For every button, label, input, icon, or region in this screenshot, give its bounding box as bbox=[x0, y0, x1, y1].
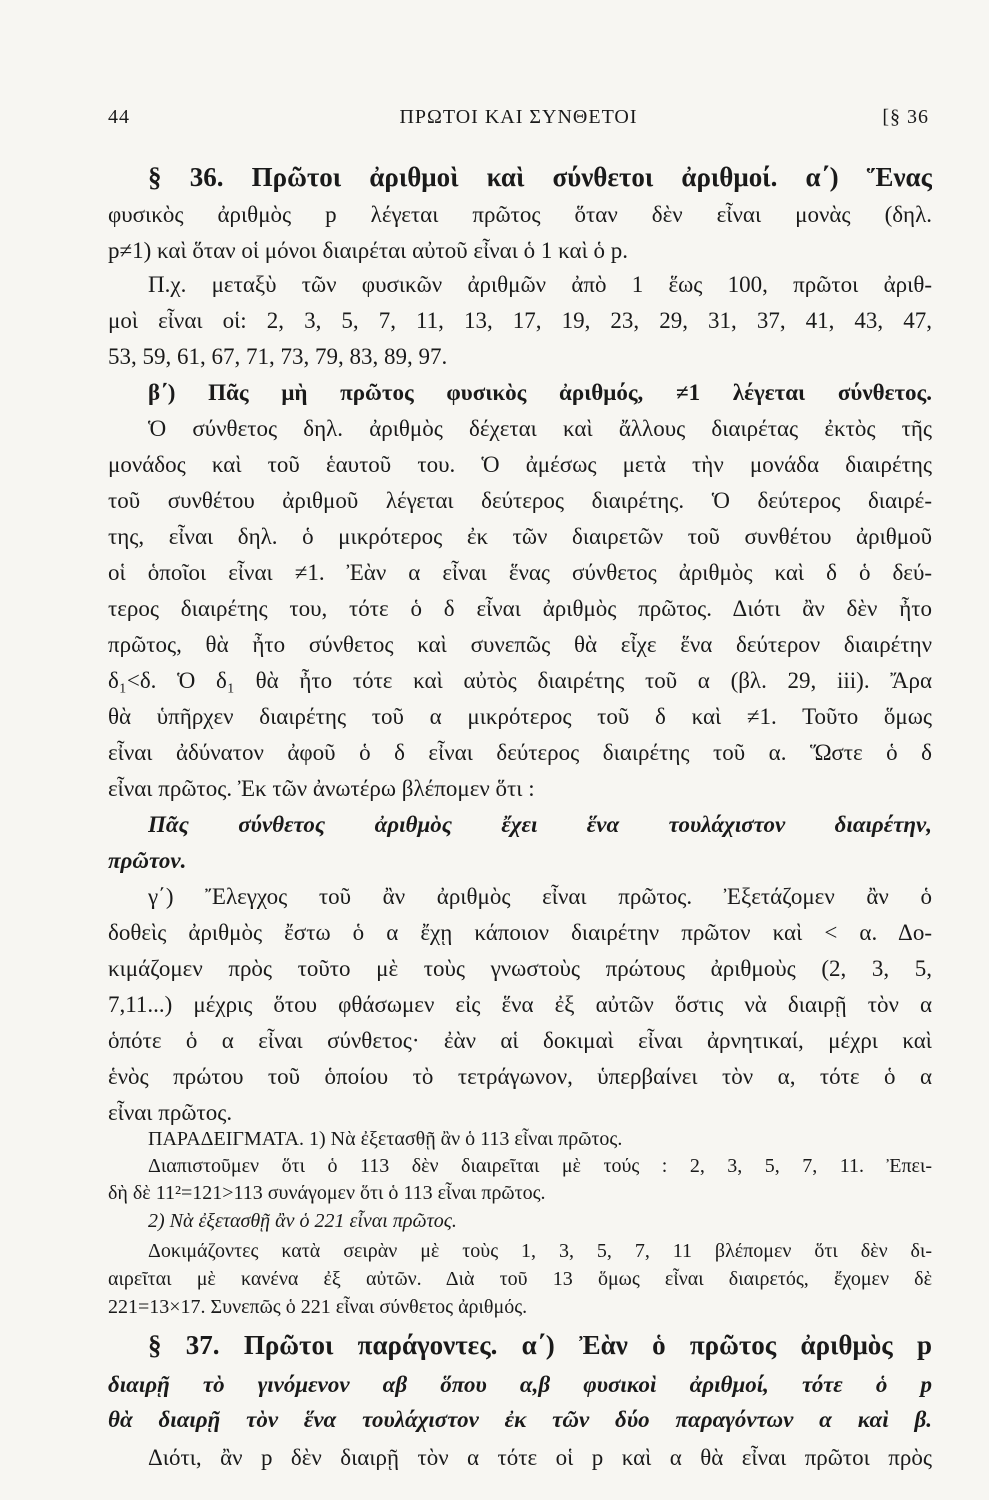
theorem-line: πρῶτον. bbox=[108, 848, 187, 873]
text-line: πρῶτος, θὰ ἦτο σύνθετος καὶ συνεπῶς θὰ εἶχε ἕνα δεύτερον διαιρέτην bbox=[108, 632, 932, 657]
text-line: φυσικὸς ἀριθμὸς p λέγεται πρῶτος ὅταν δὲν εἶναι μονὰς (δηλ. bbox=[108, 202, 932, 227]
text-line: Δοκιμάζοντες κατὰ σειρὰν μὲ τοὺς 1, 3, 5, 7, 11 βλέπομεν ὅτι δὲν δι- bbox=[148, 1240, 932, 1262]
text-line: δὴ δὲ 11²=121>113 συνάγομεν ὅτι ὁ 113 εἶναι πρῶτος. bbox=[108, 1182, 546, 1204]
text-line: Ὁ σύνθετος δηλ. ἀριθμὸς δέχεται καὶ ἄλλους διαιρέτας ἐκτὸς τῆς bbox=[148, 416, 932, 441]
running-header bbox=[108, 106, 929, 136]
text-line: δοθεὶς ἀριθμὸς ἔστω ὁ α ἔχῃ κάποιον διαιρέτην πρῶτον καὶ < α. Δο- bbox=[108, 920, 932, 945]
text-line: 221=13×17. Συνεπῶς ὁ 221 εἶναι σύνθετος ἀριθμός. bbox=[108, 1296, 528, 1318]
text-line: 7,11...) μέχρις ὅτου φθάσωμεν εἰς ἕνα ἐξ αὐτῶν ὅστις νὰ διαιρῇ τὸν α bbox=[108, 992, 932, 1017]
text-line: ἑνὸς πρώτου τοῦ ὁποίου τὸ τετράγωνον, ὑπερβαίνει τὸν α, τότε ὁ α bbox=[108, 1064, 932, 1089]
text-line: τερος διαιρέτης του, τότε ὁ δ εἶναι ἀριθμὸς πρῶτος. Διότι ἂν δὲν ἦτο bbox=[108, 596, 932, 621]
text-line: κιμάζομεν πρὸς τοῦτο μὲ τοὺς γνωστοὺς πρώτους ἀριθμοὺς (2, 3, 5, bbox=[108, 956, 932, 981]
text-line: εἶναι πρῶτος. bbox=[108, 1100, 233, 1125]
text-line: Διότι, ἂν p δὲν διαιρῇ τὸν α τότε οἱ p καὶ α θὰ εἶναι πρῶτοι πρὸς bbox=[148, 1445, 932, 1470]
text-line: τοῦ συνθέτου ἀριθμοῦ λέγεται δεύτερος διαιρέτης. Ὁ δεύτερος διαιρέ- bbox=[108, 488, 932, 513]
text-line: δ₁<δ. Ὁ δ₁ θὰ ἦτο τότε καὶ αὐτὸς διαιρέτης τοῦ α (βλ. 29, iii). Ἄρα bbox=[108, 668, 932, 693]
text-line: εἶναι ἀδύνατον ἀφοῦ ὁ δ εἶναι δεύτερος διαιρέτης τοῦ α. Ὥστε ὁ δ bbox=[108, 740, 932, 765]
text-line: γ΄) Ἔλεγχος τοῦ ἂν ἀριθμὸς εἶναι πρῶτος. Ἐξετάζομεν ἂν ὁ bbox=[148, 884, 932, 909]
text-line: Π.χ. μεταξὺ τῶν φυσικῶν ἀριθμῶν ἀπὸ 1 ἕως 100, πρῶτοι ἀριθ- bbox=[148, 272, 932, 297]
examples-heading: ΠΑΡΑΔΕΙΓΜΑΤΑ. 1) Νὰ ἐξετασθῇ ἂν ὁ 113 εἶναι πρῶτος. bbox=[148, 1128, 623, 1150]
text-line: 2) Νὰ ἐξετασθῇ ἂν ὁ 221 εἶναι πρῶτος. bbox=[148, 1210, 457, 1232]
theorem-line: Πᾶς σύνθετος ἀριθμὸς ἔχει ἕνα τουλάχιστον διαιρέτην, bbox=[148, 812, 932, 837]
theorem-line: θὰ διαιρῇ τὸν ἕνα τουλάχιστον ἐκ τῶν δύο παραγόντων α καὶ β. bbox=[108, 1407, 932, 1432]
text-line: μοὶ εἶναι οἱ: 2, 3, 5, 7, 11, 13, 17, 19, 23, 29, 31, 37, 41, 43, 47, bbox=[108, 308, 932, 333]
text-line: εἶναι πρῶτος. Ἐκ τῶν ἀνωτέρω βλέπομεν ὅτι : bbox=[108, 776, 535, 801]
text-line: οἱ ὁποῖοι εἶναι ≠1. Ἐὰν α εἶναι ἕνας σύνθετος ἀριθμὸς καὶ δ ὁ δεύ- bbox=[108, 560, 932, 585]
text-line: Διαπιστοῦμεν ὅτι ὁ 113 δὲν διαιρεῖται μὲ τούς : 2, 3, 5, 7, 11. Ἐπει- bbox=[148, 1155, 932, 1177]
text-line: θὰ ὑπῆρχεν διαιρέτης τοῦ α μικρότερος τοῦ δ καὶ ≠1. Τοῦτο ὅμως bbox=[108, 704, 932, 729]
text-line: β΄) Πᾶς μὴ πρῶτος φυσικὸς ἀριθμός, ≠1 λέγεται σύνθετος. bbox=[148, 380, 932, 405]
text-line: της, εἶναι δηλ. ὁ μικρότερος ἐκ τῶν διαιρετῶν τοῦ συνθέτου ἀριθμοῦ bbox=[108, 524, 932, 549]
page-number: 44 bbox=[108, 106, 130, 128]
text-line: p≠1) καὶ ὅταν οἱ μόνοι διαιρέται αὐτοῦ εἶναι ὁ 1 καὶ ὁ p. bbox=[108, 238, 629, 263]
text-line: 53, 59, 61, 67, 71, 73, 79, 83, 89, 97. bbox=[108, 344, 448, 369]
theorem-line: διαιρῇ τὸ γινόμενον αβ ὅπου α,β φυσικοὶ ἀριθμοί, τότε ὁ p bbox=[108, 1372, 932, 1397]
section-36-heading: § 36. Πρῶτοι ἀριθμοὶ καὶ σύνθετοι ἀριθμοί. α΄) Ἕνας bbox=[148, 162, 932, 192]
text-line: αιρεῖται μὲ κανένα ἐξ αὐτῶν. Διὰ τοῦ 13 ὅμως εἶναι διαιρετός, ἔχομεν δὲ bbox=[108, 1268, 932, 1290]
text-line: μονάδος καὶ τοῦ ἑαυτοῦ του. Ὁ ἀμέσως μετὰ τὴν μονάδα διαιρέτης bbox=[108, 452, 932, 477]
section-reference: [§ 36 bbox=[882, 106, 929, 128]
section-37-heading: § 37. Πρῶτοι παράγοντες. α΄) Ἐὰν ὁ πρῶτος ἀριθμὸς p bbox=[148, 1330, 932, 1360]
text-line: ὁπότε ὁ α εἶναι σύνθετος· ἐὰν αἱ δοκιμαὶ εἶναι ἀρνητικαί, μέχρι καὶ bbox=[108, 1028, 932, 1053]
chapter-title: ΠΡΩΤΟΙ ΚΑΙ ΣΥΝΘΕΤΟΙ bbox=[399, 106, 638, 128]
